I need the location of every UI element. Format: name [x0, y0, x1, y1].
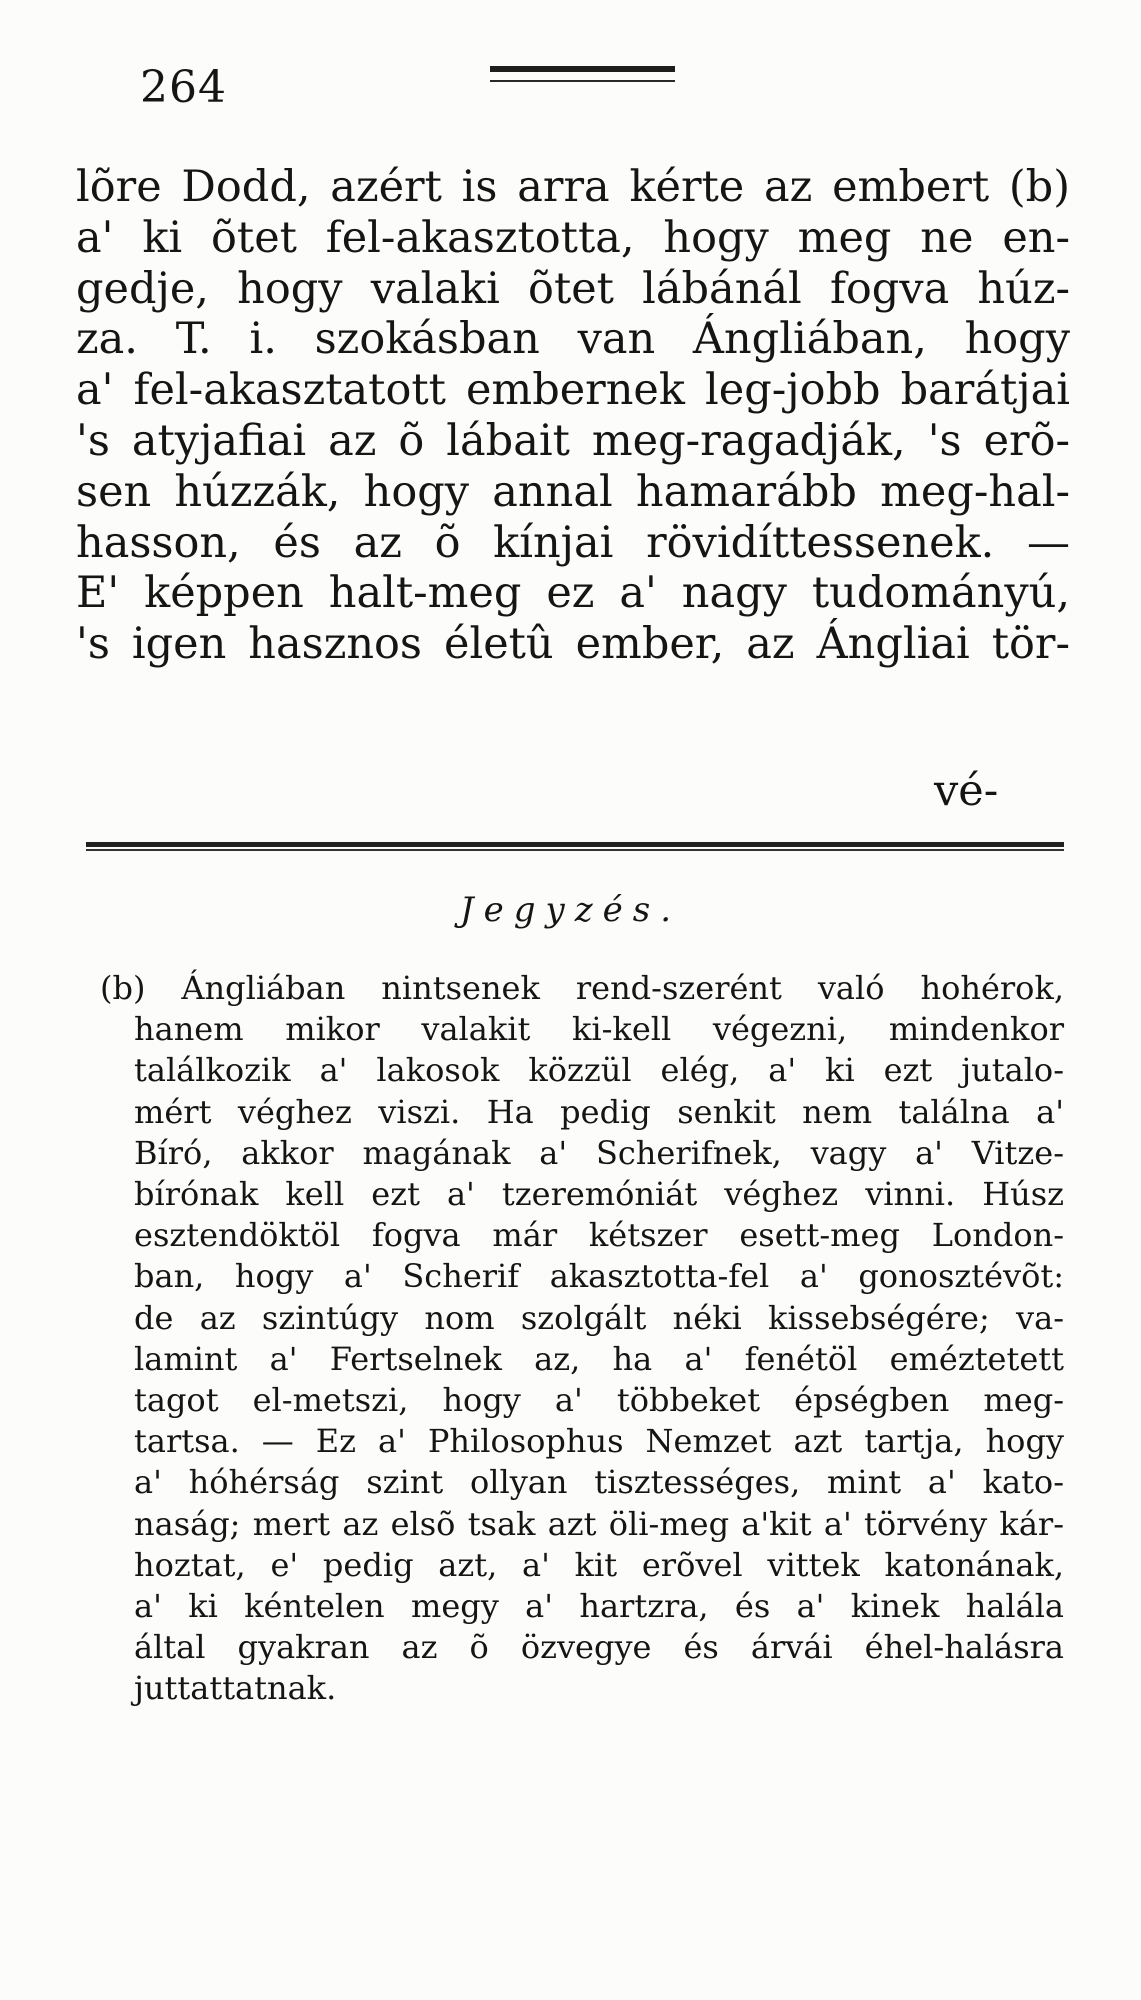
- footnote-line: által gyakran az õ özvegye és árvái éhel-halásra: [134, 1628, 1064, 1667]
- footnote-line: naság; mert az elsõ tsak azt öli-meg a'kit a' törvény kár-: [134, 1504, 1064, 1543]
- footnote-line: a' ki kéntelen megy a' hartzra, és a' kinek halála: [134, 1587, 1064, 1626]
- footnote: [100, 968, 1064, 1710]
- text-line: 's igen hasznos életû ember, az Ángliai tör-: [76, 619, 1070, 670]
- footnote-line: bírónak kell ezt a' tzeremóniát véghez vinni. Húsz: [134, 1175, 1064, 1214]
- text-line: sen húzzák, hogy annal hamarább meg-hal-: [76, 466, 1070, 517]
- text-line: 's atyjafiai az õ lábait meg-ragadják, 's erõ-: [76, 415, 1070, 466]
- text-line: a' ki õtet fel-akasztotta, hogy meg ne en-: [76, 212, 1070, 263]
- footnote-line: Bíró, akkor magának a' Scherifnek, vagy a' Vitze-: [134, 1133, 1064, 1172]
- header-ornament-rule: [490, 66, 675, 82]
- page-number: 264: [140, 62, 227, 113]
- text-line: hasson, és az õ kínjai rövidíttessenek. —: [76, 517, 1070, 568]
- notes-separator-rule: [86, 842, 1064, 851]
- footnote-line: a' hóhérság szint ollyan tisztességes, mint a' kato-: [134, 1463, 1064, 1502]
- notes-heading: Jegyzés.: [459, 890, 681, 930]
- footnote-line: tartsa. — Ez a' Philosophus Nemzet azt tartja, hogy: [134, 1422, 1064, 1461]
- text-line: E' képpen halt-meg ez a' nagy tudományú,: [76, 568, 1070, 619]
- footnote-line: hoztat, e' pedig azt, a' kit erõvel vittek katonának,: [134, 1545, 1064, 1584]
- footnote-line: tagot el-metszi, hogy a' többeket épségben meg-: [134, 1381, 1064, 1420]
- text-line: lõre Dodd, azért is arra kérte az embert (b): [76, 162, 1070, 212]
- footnote-line: hanem mikor valakit ki-kell végezni, mindenkor: [134, 1010, 1064, 1049]
- text-line: gedje, hogy valaki õtet lábánál fogva húz-: [76, 263, 1070, 314]
- main-text: [76, 162, 1070, 670]
- footnote-line: mért véghez viszi. Ha pedig senkit nem találna a': [134, 1092, 1064, 1131]
- footnote-line: de az szintúgy nom szolgált néki kissebségére; va-: [134, 1298, 1064, 1337]
- footnote-line: esztendöktöl fogva már kétszer esett-meg London-: [134, 1216, 1064, 1255]
- footnote-line: találkozik a' lakosok közzül elég, a' ki ezt jutalo-: [134, 1051, 1064, 1090]
- footnote-line: juttattatnak.: [134, 1669, 337, 1708]
- text-line: a' fel-akasztatott embernek leg-jobb barátjai: [76, 365, 1070, 416]
- text-line: za. T. i. szokásban van Ángliában, hogy: [76, 314, 1070, 365]
- footnote-line: lamint a' Fertselnek az, ha a' fenétöl eméztetett: [134, 1339, 1064, 1378]
- footnote-line: ban, hogy a' Scherif akasztotta-fel a' gonosztévõt:: [134, 1257, 1064, 1296]
- footnote-line: (b) Ángliában nintsenek rend-szerént való hohérok,: [100, 969, 1064, 1007]
- catchword: vé-: [934, 766, 999, 816]
